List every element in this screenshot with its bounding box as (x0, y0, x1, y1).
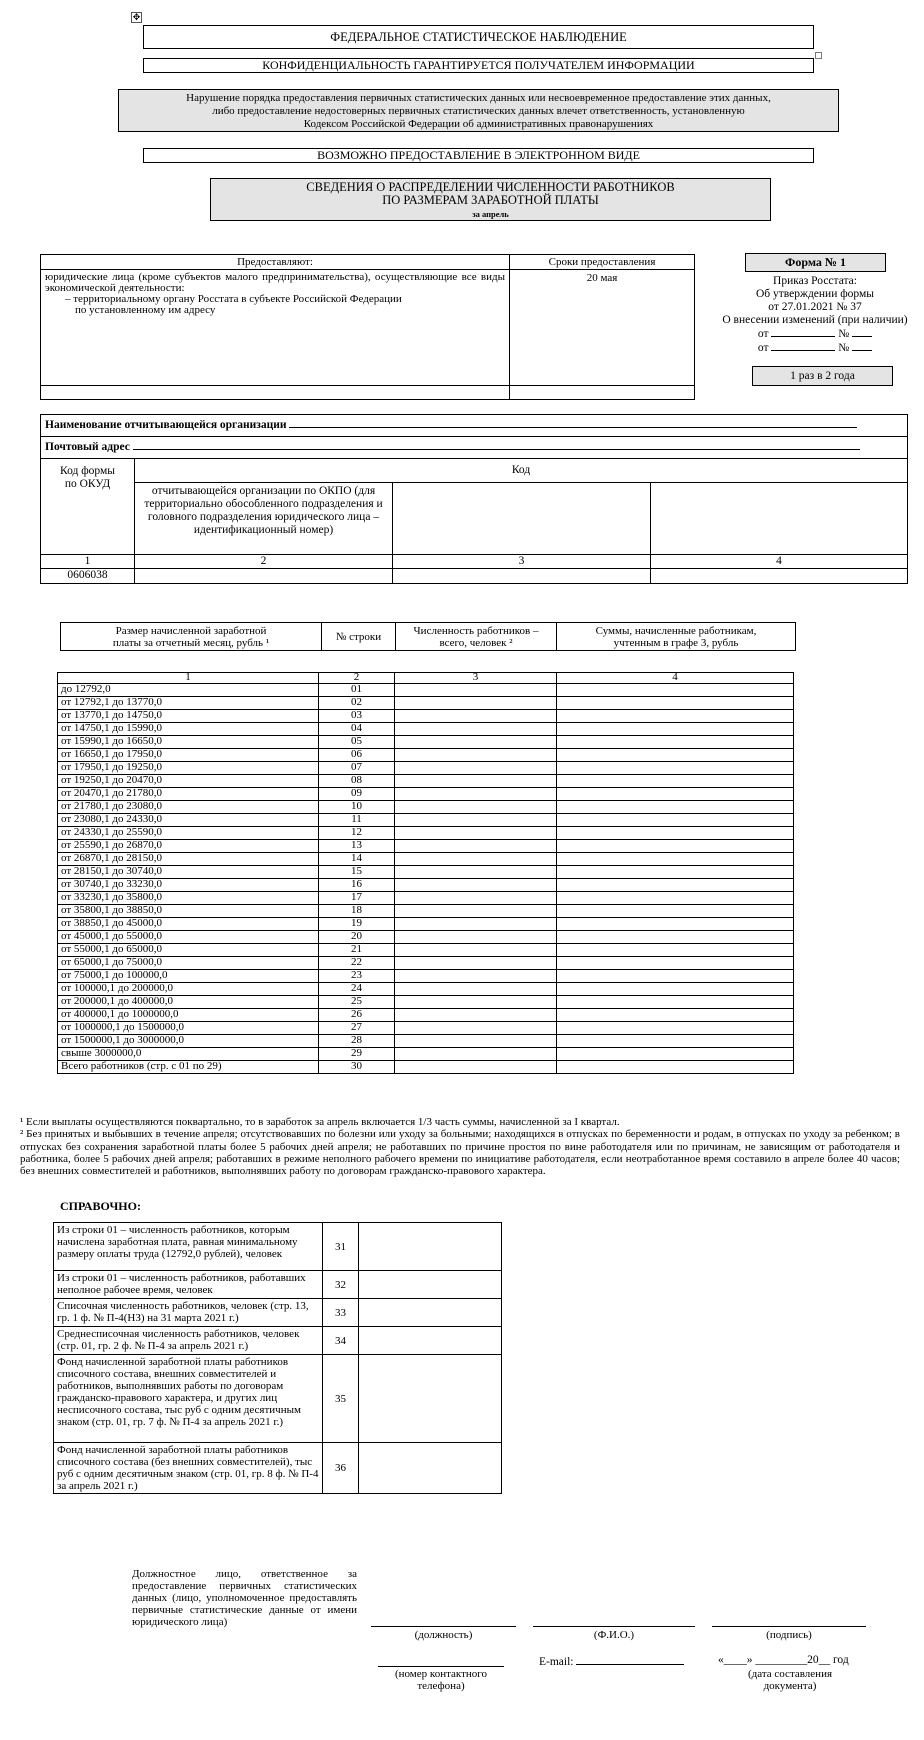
table-row (58, 710, 794, 723)
amount-cell[interactable] (557, 892, 794, 905)
employee-count-cell[interactable] (395, 749, 557, 762)
salary-range-cell: от 25590,1 до 26870,0 (58, 840, 319, 853)
submitters-text: юридические лица (кроме субъектов малого предпринимательства), осуществляющие все виды экономической деятельности: (45, 271, 505, 294)
okpo-value[interactable] (135, 569, 393, 584)
form-order (716, 275, 914, 355)
salary-range-cell: от 26870,1 до 28150,0 (58, 853, 319, 866)
reference-value[interactable] (359, 1355, 502, 1443)
date-label: (дата составления документа) (747, 1668, 833, 1692)
blank-date[interactable] (771, 341, 835, 351)
row-number-cell: 20 (319, 931, 395, 944)
header-row-number: № строки (322, 623, 396, 651)
amount-cell[interactable] (557, 1061, 794, 1074)
salary-range-cell: от 1500000,1 до 3000000,0 (58, 1035, 319, 1048)
form-amendment-line (716, 327, 914, 341)
no-label: № (838, 342, 850, 354)
reference-line-number: 34 (323, 1327, 359, 1355)
employee-count-cell[interactable] (395, 879, 557, 892)
code-col-3 (393, 483, 651, 555)
amount-cell[interactable] (557, 840, 794, 853)
table-row (58, 684, 794, 697)
postal-address-label: Почтовый адрес (45, 441, 130, 454)
table-row (58, 866, 794, 879)
okpo-label: отчитывающейся организации по ОКПО (для территориально обособленного подразделения и головного подразделения юридического лица – идентификационный номер) (135, 483, 393, 555)
reference-text: Фонд начисленной заработной платы работников списочного состава, внешних совместителей и работников, выполнявших работы по договорам гражданско-правового характера, и других лиц несписочного состава, тыс руб с одним десятичным знаком (стр. 01, гр. 7 ф. № П-4 за апрель 2021 г.) (54, 1355, 323, 1443)
document-title-line: ПО РАЗМЕРАМ ЗАРАБОТНОЙ ПЛАТЫ (382, 193, 599, 207)
employee-count-cell[interactable] (395, 970, 557, 983)
amount-cell[interactable] (557, 749, 794, 762)
email-field[interactable] (576, 1654, 684, 1665)
submitters-cell (41, 270, 510, 386)
legal-warning-line: Нарушение порядка предоставления первичных статистических данных или несвоевременное предоставление этих данных, (186, 92, 771, 104)
salary-range-cell: до 12792,0 (58, 684, 319, 697)
table-row (58, 814, 794, 827)
row-number-cell: 30 (319, 1061, 395, 1074)
footnotes (20, 1116, 900, 1177)
amount-cell[interactable] (557, 762, 794, 775)
salary-range-cell: от 45000,1 до 55000,0 (58, 931, 319, 944)
employee-count-cell[interactable] (395, 1048, 557, 1061)
amount-cell[interactable] (557, 879, 794, 892)
employee-count-cell[interactable] (395, 827, 557, 840)
table-row (58, 892, 794, 905)
salary-range-cell: от 75000,1 до 100000,0 (58, 970, 319, 983)
report-period: за апрель (472, 209, 509, 219)
salary-range-cell: свыше 3000000,0 (58, 1048, 319, 1061)
salary-range-cell: от 21780,1 до 23080,0 (58, 801, 319, 814)
amount-cell[interactable] (557, 788, 794, 801)
reference-text: Среднесписочная численность работников, человек (стр. 01, гр. 2 ф. № П-4 за апрель 2021 г.) (54, 1327, 323, 1355)
reference-line-number: 32 (323, 1271, 359, 1299)
col-num: 2 (319, 673, 395, 684)
row-number-cell: 26 (319, 1009, 395, 1022)
salary-range-cell: от 14750,1 до 15990,0 (58, 723, 319, 736)
table-row (58, 931, 794, 944)
col-num: 4 (651, 555, 908, 569)
move-handle-icon[interactable]: ✥ (132, 12, 141, 22)
fio-line[interactable] (533, 1626, 695, 1627)
amount-cell[interactable] (557, 1035, 794, 1048)
amount-cell[interactable] (557, 853, 794, 866)
table-row (58, 983, 794, 996)
table-row (58, 905, 794, 918)
col-num: 3 (395, 673, 557, 684)
salary-range-cell: от 12792,1 до 13770,0 (58, 697, 319, 710)
row-number-cell: 27 (319, 1022, 395, 1035)
reference-value[interactable] (359, 1443, 502, 1494)
row-number-cell: 01 (319, 684, 395, 697)
email-row (539, 1654, 684, 1669)
blank-number[interactable] (852, 327, 872, 337)
salary-range-cell: от 65000,1 до 75000,0 (58, 957, 319, 970)
amount-cell[interactable] (557, 736, 794, 749)
salary-range-cell: от 35800,1 до 38850,0 (58, 905, 319, 918)
salary-range-cell: от 19250,1 до 20470,0 (58, 775, 319, 788)
code-header: Код (135, 459, 908, 483)
reference-row (54, 1223, 502, 1271)
submitters-header: Предоставляют: (41, 255, 510, 270)
row-number-cell: 21 (319, 944, 395, 957)
salary-range-cell: от 16650,1 до 17950,0 (58, 749, 319, 762)
row-number-cell: 23 (319, 970, 395, 983)
org-name-field[interactable] (289, 418, 857, 428)
reference-text: Списочная численность работников, человек (стр. 13, гр. 1 ф. № П-4(НЗ) на 31 марта 2021 г.) (54, 1299, 323, 1327)
row-number-cell: 25 (319, 996, 395, 1009)
table-row (58, 1009, 794, 1022)
table-row (58, 775, 794, 788)
employee-count-cell[interactable] (395, 684, 557, 697)
amount-cell[interactable] (557, 1022, 794, 1035)
phone-line[interactable] (378, 1666, 504, 1667)
form-number: Форма № 1 (745, 253, 886, 272)
okud-label: Код формы по ОКУД (41, 459, 135, 555)
row-number-cell: 19 (319, 918, 395, 931)
salary-range-cell: от 200000,1 до 400000,0 (58, 996, 319, 1009)
code-value-4[interactable] (651, 569, 908, 584)
main-table-header (60, 622, 796, 651)
header-amounts: Суммы, начисленные работникам, учтенным в графе 3, рубль (557, 623, 796, 651)
table-row (58, 957, 794, 970)
row-number-cell: 29 (319, 1048, 395, 1061)
salary-range-cell: Всего работников (стр. с 01 по 29) (58, 1061, 319, 1074)
amount-cell[interactable] (557, 918, 794, 931)
table-row (58, 827, 794, 840)
blank-date[interactable] (771, 327, 835, 337)
code-value-3[interactable] (393, 569, 651, 584)
reference-text: Из строки 01 – численность работников, работавших неполное рабочее время, человек (54, 1271, 323, 1299)
table-row (58, 697, 794, 710)
amount-cell[interactable] (557, 866, 794, 879)
salary-range-cell: от 17950,1 до 19250,0 (58, 762, 319, 775)
employee-count-cell[interactable] (395, 697, 557, 710)
salary-range-cell: от 30740,1 до 33230,0 (58, 879, 319, 892)
employee-count-cell[interactable] (395, 814, 557, 827)
salary-range-cell: от 28150,1 до 30740,0 (58, 866, 319, 879)
deadline-header: Сроки предоставления (510, 255, 695, 270)
amount-cell[interactable] (557, 827, 794, 840)
amount-cell[interactable] (557, 1009, 794, 1022)
submitters-bullet: – территориальному органу Росстата в субъекте Российской Федерации (65, 293, 402, 305)
document-title-line: СВЕДЕНИЯ О РАСПРЕДЕЛЕНИИ ЧИСЛЕННОСТИ РАБОТНИКОВ (306, 180, 675, 194)
employee-count-cell[interactable] (395, 1061, 557, 1074)
okud-value: 0606038 (41, 569, 135, 584)
amount-cell[interactable] (557, 801, 794, 814)
document-date[interactable]: «____» _________20__ год (718, 1654, 849, 1666)
salary-range-cell: от 38850,1 до 45000,0 (58, 918, 319, 931)
position-label: (должность) (414, 1629, 473, 1641)
employee-count-cell[interactable] (395, 957, 557, 970)
resize-handle-icon[interactable] (815, 52, 822, 59)
deadline-value: 20 мая (510, 270, 695, 386)
col-num: 4 (557, 673, 794, 684)
row-number-cell: 02 (319, 697, 395, 710)
phone-label: (номер контактного телефона) (394, 1668, 488, 1692)
form-order-line: от 27.01.2021 № 37 (768, 301, 862, 313)
row-number-cell: 16 (319, 879, 395, 892)
employee-count-cell[interactable] (395, 905, 557, 918)
salary-range-cell: от 15990,1 до 16650,0 (58, 736, 319, 749)
salary-range-cell: от 1000000,1 до 1500000,0 (58, 1022, 319, 1035)
reference-text: Из строки 01 – численность работников, которым начислена заработная плата, равная минимальному размеру оплаты труда (12792,0 рублей), человек (54, 1223, 323, 1271)
row-number-cell: 10 (319, 801, 395, 814)
document-title (210, 178, 771, 221)
row-number-cell: 22 (319, 957, 395, 970)
row-number-cell: 05 (319, 736, 395, 749)
salary-range-cell: от 400000,1 до 1000000,0 (58, 1009, 319, 1022)
amount-cell[interactable] (557, 905, 794, 918)
postal-address-field[interactable] (133, 440, 860, 450)
reference-line-number: 36 (323, 1443, 359, 1494)
table-row (58, 1048, 794, 1061)
electronic-submission-note: ВОЗМОЖНО ПРЕДОСТАВЛЕНИЕ В ЭЛЕКТРОННОМ ВИДЕ (143, 148, 814, 163)
row-number-cell: 13 (319, 840, 395, 853)
empty-cell (510, 386, 695, 400)
col-num: 2 (135, 555, 393, 569)
table-row (58, 996, 794, 1009)
col-num: 1 (58, 673, 319, 684)
from-label: от (757, 342, 769, 354)
reference-row (54, 1271, 502, 1299)
row-number-cell: 17 (319, 892, 395, 905)
employee-count-cell[interactable] (395, 801, 557, 814)
org-name-row[interactable] (41, 415, 908, 437)
reference-title: СПРАВОЧНО: (60, 1199, 141, 1213)
row-number-cell: 04 (319, 723, 395, 736)
footnote-2: ² Без принятых и выбывших в течение апреля; отсутствовавших по болезни или уходу за больными; находящихся в отпусках по беременности и родам, в отпусках по уходу за ребенком; в отпусках без сохранения заработной платы более 5 рабочих дней апреля; не работавших по причине простоя по вине работодателя или по причинам, не зависящим от работодателя и работника, более 5 рабочих дней апреля; работавших в режиме неполного рабочего времени по инициативе работодателя, если неотработанное время составило в апреле более 40 часов; без внешних совместителей и работников, выполнявших работу по договорам гражданско-правового характера. (20, 1128, 900, 1178)
table-row (58, 788, 794, 801)
employee-count-cell[interactable] (395, 892, 557, 905)
table-row (58, 840, 794, 853)
footnote-1: ¹ Если выплаты осуществляются поквартально, то в заработок за апрель включается 1/3 часть суммы, начисленной за I квартал. (20, 1116, 620, 1128)
blank-number[interactable] (852, 341, 872, 351)
reference-line-number: 31 (323, 1223, 359, 1271)
reference-line-number: 33 (323, 1299, 359, 1327)
employee-count-cell[interactable] (395, 762, 557, 775)
responsible-official: Должностное лицо, ответственное за предоставление первичных статистических данных (лицо, уполномоченное предоставлять первичные статистические данные от имени юридического лица) (132, 1568, 357, 1628)
table-row (58, 853, 794, 866)
employee-count-cell[interactable] (395, 723, 557, 736)
employee-count-cell[interactable] (395, 996, 557, 1009)
row-number-cell: 09 (319, 788, 395, 801)
employee-count-cell[interactable] (395, 918, 557, 931)
amount-cell[interactable] (557, 814, 794, 827)
salary-range-cell: от 20470,1 до 21780,0 (58, 788, 319, 801)
salary-distribution-table (57, 672, 794, 1074)
form-amendment-line (716, 341, 914, 355)
confidentiality-note: КОНФИДЕНЦИАЛЬНОСТЬ ГАРАНТИРУЕТСЯ ПОЛУЧАТЕЛЕМ ИНФОРМАЦИИ (143, 58, 814, 73)
amount-cell[interactable] (557, 983, 794, 996)
salary-range-cell: от 33230,1 до 35800,0 (58, 892, 319, 905)
row-number-cell: 06 (319, 749, 395, 762)
employee-count-cell[interactable] (395, 866, 557, 879)
reference-value[interactable] (359, 1223, 502, 1271)
reference-value[interactable] (359, 1327, 502, 1355)
org-name-label: Наименование отчитывающейся организации (45, 419, 287, 432)
fio-label: (Ф.И.О.) (593, 1629, 635, 1641)
employee-count-cell[interactable] (395, 775, 557, 788)
col-num: 3 (393, 555, 651, 569)
form-order-line: Об утверждении формы (755, 288, 875, 300)
employee-count-cell[interactable] (395, 931, 557, 944)
table-row (58, 970, 794, 983)
amount-cell[interactable] (557, 996, 794, 1009)
amount-cell[interactable] (557, 944, 794, 957)
table-row (58, 1061, 794, 1074)
survey-title: ФЕДЕРАЛЬНОЕ СТАТИСТИЧЕСКОЕ НАБЛЮДЕНИЕ (143, 25, 814, 49)
table-row (58, 762, 794, 775)
amount-cell[interactable] (557, 957, 794, 970)
employee-count-cell[interactable] (395, 853, 557, 866)
legal-warning-line: либо предоставление недостоверных первичных статистических данных влечет ответственность, установленную (212, 105, 745, 117)
reference-row (54, 1443, 502, 1494)
form-order-line: О внесении изменений (при наличии) (722, 314, 908, 326)
frequency: 1 раз в 2 года (752, 366, 893, 386)
reference-text: Фонд начисленной заработной платы работников списочного состава (без внешних совместителей), тыс руб с одним десятичным знаком (стр. 01, гр. 8 ф. № П-4 за апрель 2021 г.) (54, 1443, 323, 1494)
salary-range-cell: от 23080,1 до 24330,0 (58, 814, 319, 827)
legal-warning-line: Кодексом Российской Федерации об административных правонарушениях (303, 118, 654, 130)
table-row (58, 749, 794, 762)
submission-table (40, 254, 695, 400)
salary-range-cell: от 13770,1 до 14750,0 (58, 710, 319, 723)
submitters-bullet: по установленному им адресу (75, 304, 216, 316)
amount-cell[interactable] (557, 684, 794, 697)
email-label: E-mail: (539, 1656, 574, 1668)
amount-cell[interactable] (557, 970, 794, 983)
reference-value[interactable] (359, 1299, 502, 1327)
row-number-cell: 28 (319, 1035, 395, 1048)
employee-count-cell[interactable] (395, 840, 557, 853)
reference-value[interactable] (359, 1271, 502, 1299)
employee-count-cell[interactable] (395, 983, 557, 996)
position-line[interactable] (371, 1626, 516, 1627)
legal-warning (118, 89, 839, 132)
row-number-cell: 14 (319, 853, 395, 866)
organization-table (40, 414, 908, 584)
row-number-cell: 11 (319, 814, 395, 827)
row-number-cell: 08 (319, 775, 395, 788)
postal-address-row[interactable] (41, 437, 908, 459)
employee-count-cell[interactable] (395, 1035, 557, 1048)
col-num: 1 (41, 555, 135, 569)
row-number-cell: 07 (319, 762, 395, 775)
amount-cell[interactable] (557, 1048, 794, 1061)
reference-line-number: 35 (323, 1355, 359, 1443)
employee-count-cell[interactable] (395, 1022, 557, 1035)
table-row (58, 1022, 794, 1035)
employee-count-cell[interactable] (395, 736, 557, 749)
reference-row (54, 1327, 502, 1355)
table-row (58, 801, 794, 814)
employee-count-cell[interactable] (395, 1009, 557, 1022)
reference-row (54, 1299, 502, 1327)
employee-count-cell[interactable] (395, 710, 557, 723)
row-number-cell: 03 (319, 710, 395, 723)
from-label: от (757, 328, 769, 340)
employee-count-cell[interactable] (395, 944, 557, 957)
reference-table (53, 1222, 502, 1494)
table-row (58, 944, 794, 957)
table-row (58, 1035, 794, 1048)
table-row (58, 918, 794, 931)
amount-cell[interactable] (557, 723, 794, 736)
row-number-cell: 15 (319, 866, 395, 879)
amount-cell[interactable] (557, 931, 794, 944)
table-row (58, 736, 794, 749)
amount-cell[interactable] (557, 710, 794, 723)
table-row (58, 879, 794, 892)
code-col-4 (651, 483, 908, 555)
row-number-cell: 24 (319, 983, 395, 996)
row-number-cell: 12 (319, 827, 395, 840)
header-salary-range: Размер начисленной заработной платы за отчетный месяц, рубль ¹ (61, 623, 322, 651)
employee-count-cell[interactable] (395, 788, 557, 801)
table-row (58, 723, 794, 736)
header-employee-count: Численность работников – всего, человек ² (396, 623, 557, 651)
form-order-line: Приказ Росстата: (773, 275, 857, 287)
salary-range-cell: от 55000,1 до 65000,0 (58, 944, 319, 957)
no-label: № (838, 328, 850, 340)
salary-range-cell: от 100000,1 до 200000,0 (58, 983, 319, 996)
amount-cell[interactable] (557, 775, 794, 788)
signature-line[interactable] (712, 1626, 866, 1627)
row-number-cell: 18 (319, 905, 395, 918)
reference-row (54, 1355, 502, 1443)
salary-range-cell: от 24330,1 до 25590,0 (58, 827, 319, 840)
amount-cell[interactable] (557, 697, 794, 710)
empty-cell (41, 386, 510, 400)
signature-label: (подпись) (766, 1629, 812, 1641)
